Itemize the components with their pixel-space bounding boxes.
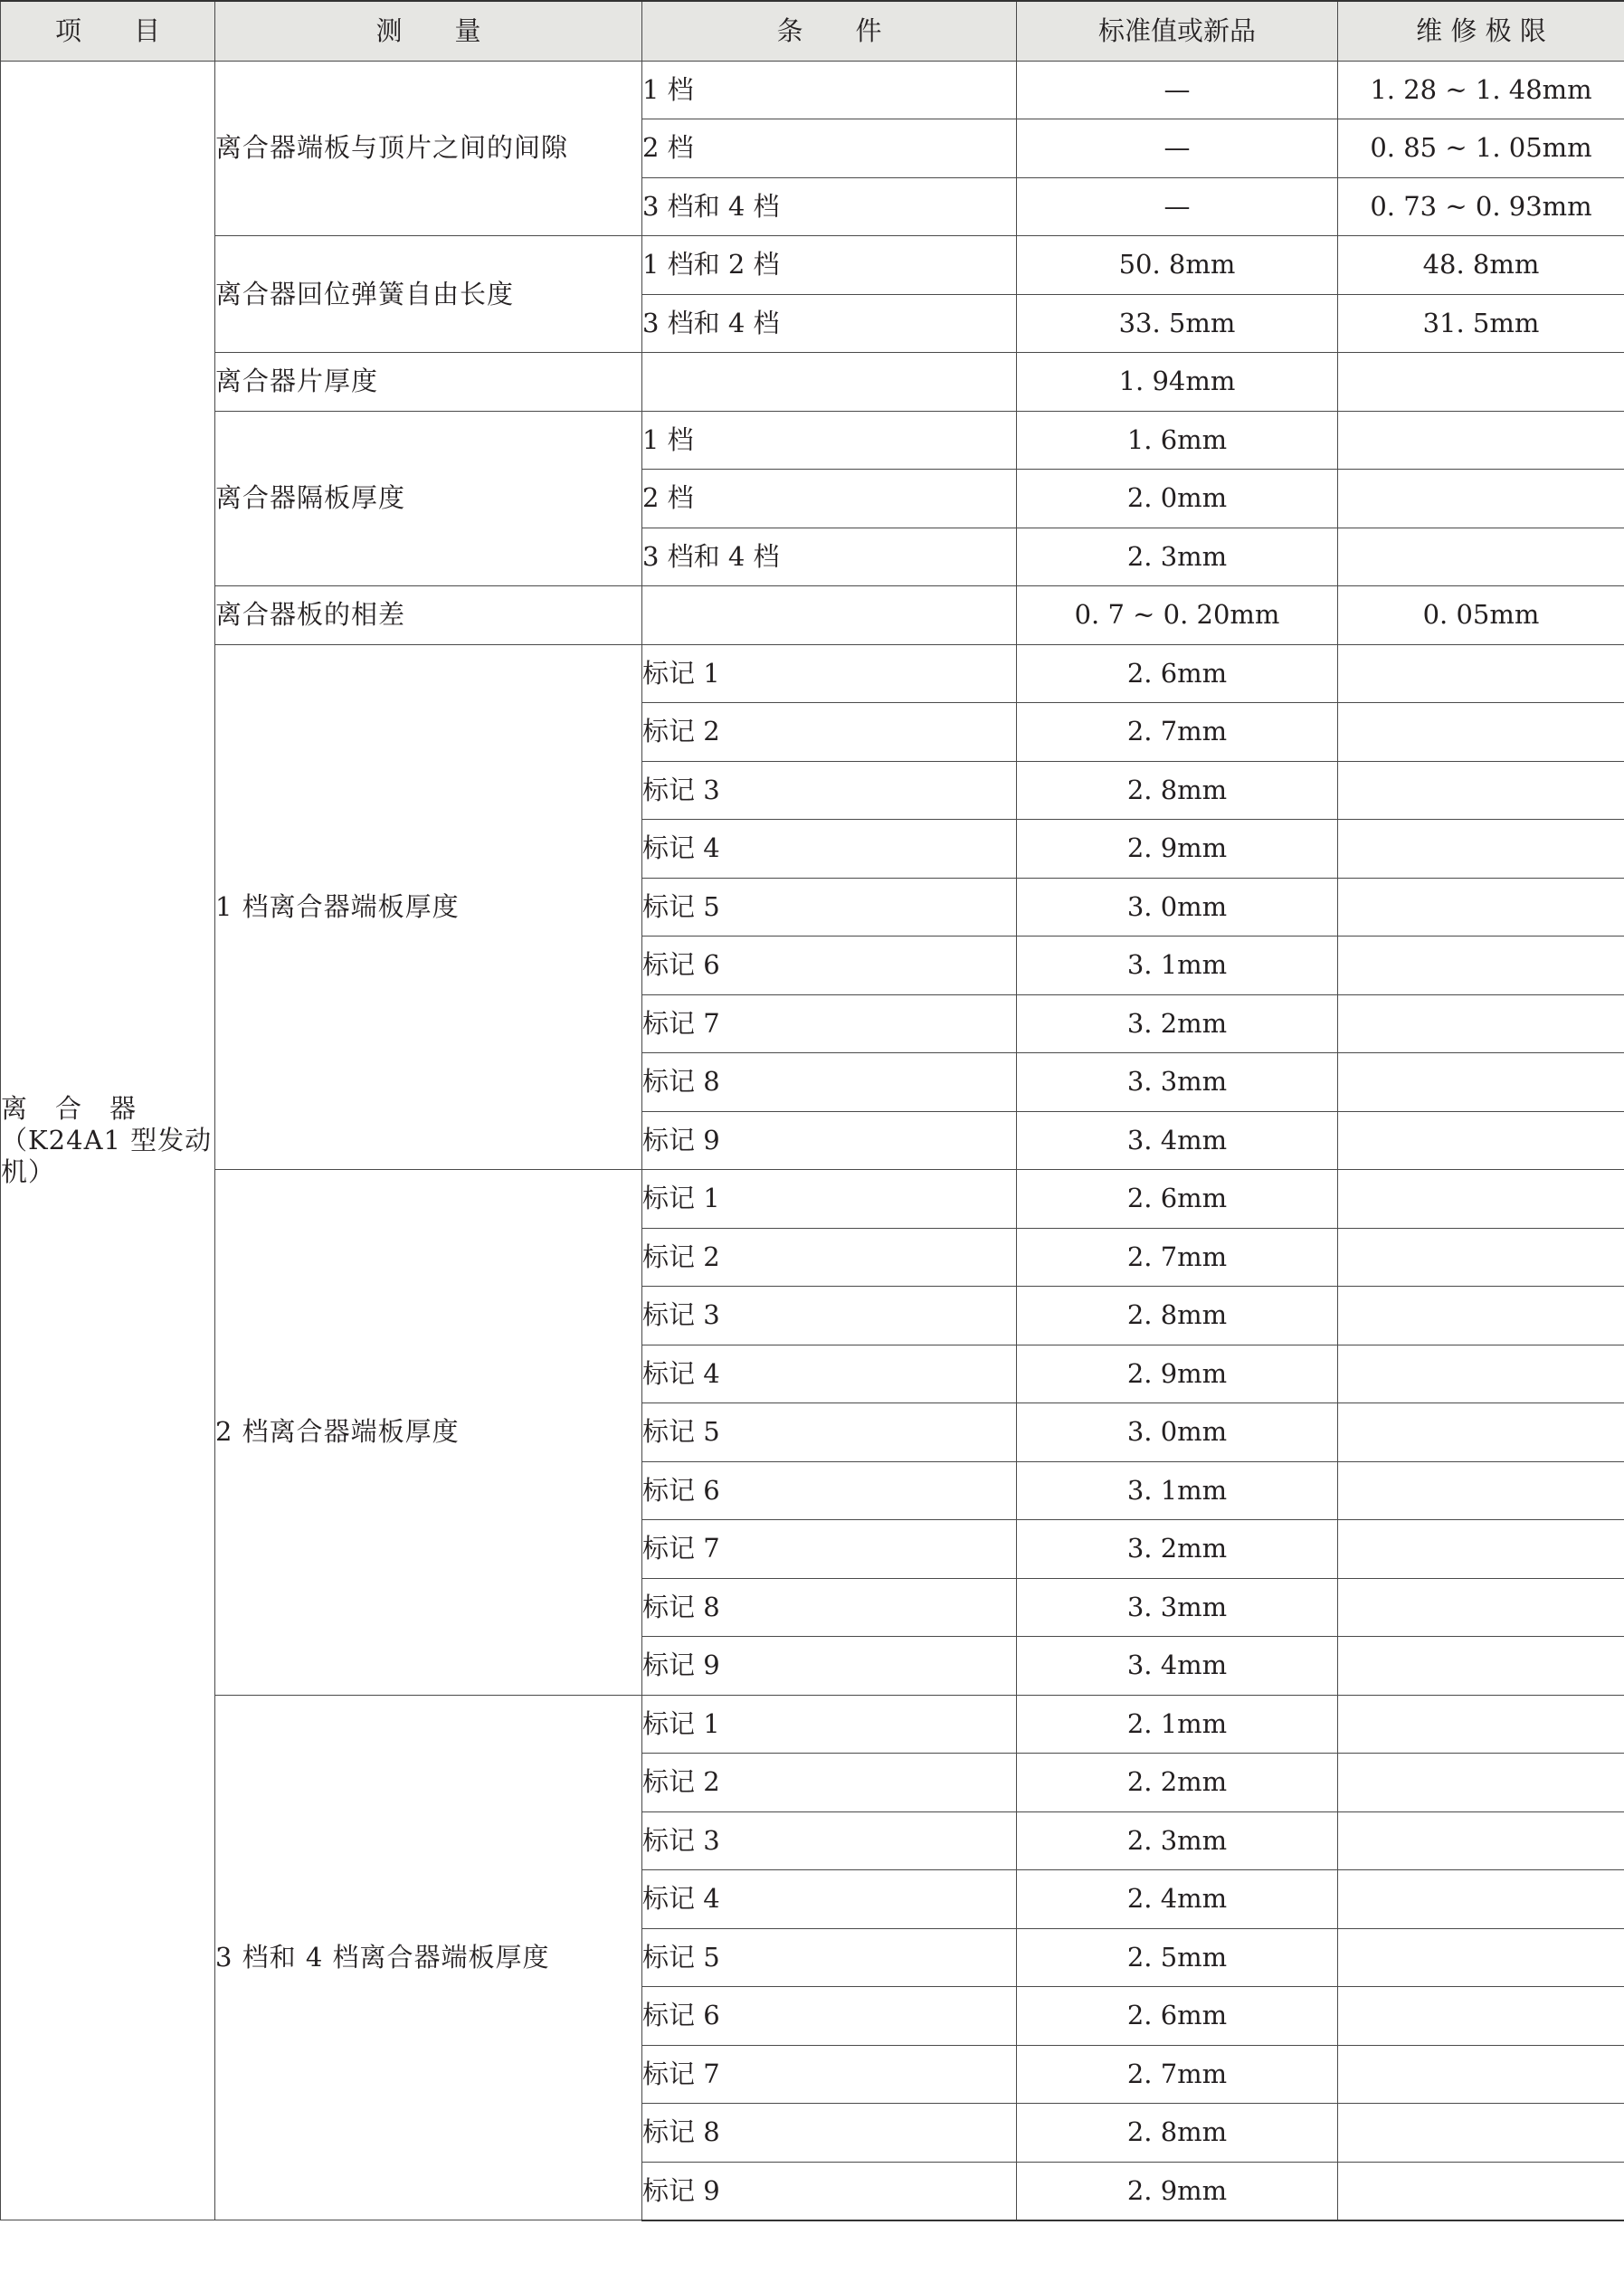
condition-cell: 标记 3 bbox=[642, 761, 1017, 820]
measure-cell: 离合器端板与顶片之间的间隙 bbox=[215, 61, 642, 236]
condition-cell: 1 档和 2 档 bbox=[642, 236, 1017, 295]
limit-cell bbox=[1338, 1695, 1624, 1754]
condition-cell: 标记 2 bbox=[642, 1228, 1017, 1287]
standard-cell: 3. 3mm bbox=[1017, 1578, 1338, 1637]
limit-cell bbox=[1338, 761, 1624, 820]
condition-cell: 标记 8 bbox=[642, 1053, 1017, 1112]
standard-cell: 2. 7mm bbox=[1017, 1228, 1338, 1287]
standard-cell: 2. 6mm bbox=[1017, 644, 1338, 703]
condition-cell: 标记 3 bbox=[642, 1811, 1017, 1870]
limit-cell bbox=[1338, 470, 1624, 528]
condition-cell: 标记 1 bbox=[642, 1695, 1017, 1754]
standard-cell: 3. 4mm bbox=[1017, 1111, 1338, 1170]
condition-cell: 标记 2 bbox=[642, 703, 1017, 762]
table-row bbox=[1, 353, 1624, 412]
table-row bbox=[1, 1695, 1624, 1754]
condition-cell: 标记 8 bbox=[642, 1578, 1017, 1637]
condition-cell: 标记 9 bbox=[642, 2162, 1017, 2220]
limit-cell bbox=[1338, 2045, 1624, 2104]
header-limit: 维 修 极 限 bbox=[1338, 1, 1624, 61]
header-item: 项 目 bbox=[1, 1, 215, 61]
table-row bbox=[1, 61, 1624, 119]
table-body bbox=[1, 61, 1624, 2220]
limit-cell bbox=[1338, 878, 1624, 937]
measure-cell: 离合器隔板厚度 bbox=[215, 411, 642, 586]
condition-cell: 标记 6 bbox=[642, 1461, 1017, 1520]
standard-cell: 2. 6mm bbox=[1017, 1987, 1338, 2046]
limit-cell: 1. 28 ~ 1. 48mm bbox=[1338, 61, 1624, 119]
limit-cell: 0. 85 ~ 1. 05mm bbox=[1338, 119, 1624, 178]
condition-cell: 1 档 bbox=[642, 61, 1017, 119]
standard-cell: 3. 1mm bbox=[1017, 1461, 1338, 1520]
limit-cell bbox=[1338, 994, 1624, 1053]
standard-cell: 1. 94mm bbox=[1017, 353, 1338, 412]
limit-cell: 0. 73 ~ 0. 93mm bbox=[1338, 177, 1624, 236]
standard-cell: 3. 2mm bbox=[1017, 994, 1338, 1053]
measure-cell: 离合器回位弹簧自由长度 bbox=[215, 236, 642, 353]
limit-cell bbox=[1338, 1461, 1624, 1520]
limit-cell bbox=[1338, 2162, 1624, 2220]
header-row bbox=[1, 1, 1624, 61]
condition-cell: 标记 7 bbox=[642, 2045, 1017, 2104]
standard-cell: 2. 7mm bbox=[1017, 2045, 1338, 2104]
limit-cell bbox=[1338, 1928, 1624, 1987]
table-row bbox=[1, 411, 1624, 470]
table-row bbox=[1, 1170, 1624, 1229]
item-cell: 离 合 器（K24A1 型发动机） bbox=[1, 61, 215, 2220]
standard-cell: 3. 2mm bbox=[1017, 1520, 1338, 1579]
limit-cell: 48. 8mm bbox=[1338, 236, 1624, 295]
condition-cell: 标记 5 bbox=[642, 1403, 1017, 1462]
condition-cell: 标记 5 bbox=[642, 1928, 1017, 1987]
standard-cell: 0. 7 ~ 0. 20mm bbox=[1017, 586, 1338, 645]
condition-cell: 3 档和 4 档 bbox=[642, 294, 1017, 353]
condition-cell: 标记 9 bbox=[642, 1111, 1017, 1170]
standard-cell: 2. 8mm bbox=[1017, 761, 1338, 820]
standard-cell: 2. 1mm bbox=[1017, 1695, 1338, 1754]
header-standard: 标准值或新品 bbox=[1017, 1, 1338, 61]
limit-cell bbox=[1338, 1228, 1624, 1287]
standard-cell: 1. 6mm bbox=[1017, 411, 1338, 470]
standard-cell: 2. 4mm bbox=[1017, 1870, 1338, 1929]
standard-cell: 3. 0mm bbox=[1017, 878, 1338, 937]
limit-cell bbox=[1338, 1578, 1624, 1637]
standard-cell: 2. 3mm bbox=[1017, 1811, 1338, 1870]
condition-cell: 标记 2 bbox=[642, 1754, 1017, 1812]
limit-cell bbox=[1338, 1403, 1624, 1462]
condition-cell: 2 档 bbox=[642, 470, 1017, 528]
standard-cell: 2. 9mm bbox=[1017, 1345, 1338, 1403]
standard-cell: 3. 1mm bbox=[1017, 937, 1338, 995]
condition-cell: 标记 7 bbox=[642, 1520, 1017, 1579]
condition-cell: 3 档和 4 档 bbox=[642, 528, 1017, 586]
limit-cell bbox=[1338, 1754, 1624, 1812]
condition-cell: 标记 8 bbox=[642, 2104, 1017, 2163]
condition-cell bbox=[642, 353, 1017, 412]
condition-cell bbox=[642, 586, 1017, 645]
limit-cell bbox=[1338, 1170, 1624, 1229]
standard-cell: 2. 9mm bbox=[1017, 820, 1338, 879]
condition-cell: 标记 4 bbox=[642, 1870, 1017, 1929]
standard-cell: 2. 8mm bbox=[1017, 2104, 1338, 2163]
condition-cell: 标记 9 bbox=[642, 1637, 1017, 1696]
limit-cell bbox=[1338, 528, 1624, 586]
standard-cell: 33. 5mm bbox=[1017, 294, 1338, 353]
condition-cell: 标记 1 bbox=[642, 644, 1017, 703]
standard-cell: — bbox=[1017, 119, 1338, 178]
header-condition: 条 件 bbox=[642, 1, 1017, 61]
limit-cell bbox=[1338, 820, 1624, 879]
limit-cell bbox=[1338, 1637, 1624, 1696]
condition-cell: 标记 4 bbox=[642, 820, 1017, 879]
standard-cell: 3. 0mm bbox=[1017, 1403, 1338, 1462]
standard-cell: — bbox=[1017, 177, 1338, 236]
condition-cell: 标记 6 bbox=[642, 1987, 1017, 2046]
measure-cell: 3 档和 4 档离合器端板厚度 bbox=[215, 1695, 642, 2220]
header-measure: 测 量 bbox=[215, 1, 642, 61]
condition-cell: 2 档 bbox=[642, 119, 1017, 178]
limit-cell bbox=[1338, 1987, 1624, 2046]
table-row bbox=[1, 236, 1624, 295]
condition-cell: 标记 6 bbox=[642, 937, 1017, 995]
limit-cell bbox=[1338, 1520, 1624, 1579]
limit-cell bbox=[1338, 411, 1624, 470]
standard-cell: 2. 3mm bbox=[1017, 528, 1338, 586]
standard-cell: 2. 9mm bbox=[1017, 2162, 1338, 2220]
table-row bbox=[1, 644, 1624, 703]
standard-cell: 2. 6mm bbox=[1017, 1170, 1338, 1229]
limit-cell: 31. 5mm bbox=[1338, 294, 1624, 353]
limit-cell bbox=[1338, 644, 1624, 703]
condition-cell: 3 档和 4 档 bbox=[642, 177, 1017, 236]
measure-cell: 1 档离合器端板厚度 bbox=[215, 644, 642, 1170]
condition-cell: 标记 1 bbox=[642, 1170, 1017, 1229]
limit-cell: 0. 05mm bbox=[1338, 586, 1624, 645]
limit-cell bbox=[1338, 937, 1624, 995]
limit-cell bbox=[1338, 1345, 1624, 1403]
standard-cell: 2. 7mm bbox=[1017, 703, 1338, 762]
limit-cell bbox=[1338, 1811, 1624, 1870]
measure-cell: 2 档离合器端板厚度 bbox=[215, 1170, 642, 1696]
measure-cell: 离合器片厚度 bbox=[215, 353, 642, 412]
standard-cell: 2. 2mm bbox=[1017, 1754, 1338, 1812]
standard-cell: 2. 0mm bbox=[1017, 470, 1338, 528]
table-row bbox=[1, 586, 1624, 645]
standard-cell: — bbox=[1017, 61, 1338, 119]
limit-cell bbox=[1338, 353, 1624, 412]
standard-cell: 2. 8mm bbox=[1017, 1287, 1338, 1345]
condition-cell: 标记 7 bbox=[642, 994, 1017, 1053]
limit-cell bbox=[1338, 1111, 1624, 1170]
measure-cell: 离合器板的相差 bbox=[215, 586, 642, 645]
standard-cell: 50. 8mm bbox=[1017, 236, 1338, 295]
standard-cell: 2. 5mm bbox=[1017, 1928, 1338, 1987]
limit-cell bbox=[1338, 703, 1624, 762]
limit-cell bbox=[1338, 2104, 1624, 2163]
condition-cell: 标记 4 bbox=[642, 1345, 1017, 1403]
limit-cell bbox=[1338, 1053, 1624, 1112]
limit-cell bbox=[1338, 1870, 1624, 1929]
standard-cell: 3. 3mm bbox=[1017, 1053, 1338, 1112]
limit-cell bbox=[1338, 1287, 1624, 1345]
standard-cell: 3. 4mm bbox=[1017, 1637, 1338, 1696]
condition-cell: 1 档 bbox=[642, 411, 1017, 470]
condition-cell: 标记 3 bbox=[642, 1287, 1017, 1345]
condition-cell: 标记 5 bbox=[642, 878, 1017, 937]
